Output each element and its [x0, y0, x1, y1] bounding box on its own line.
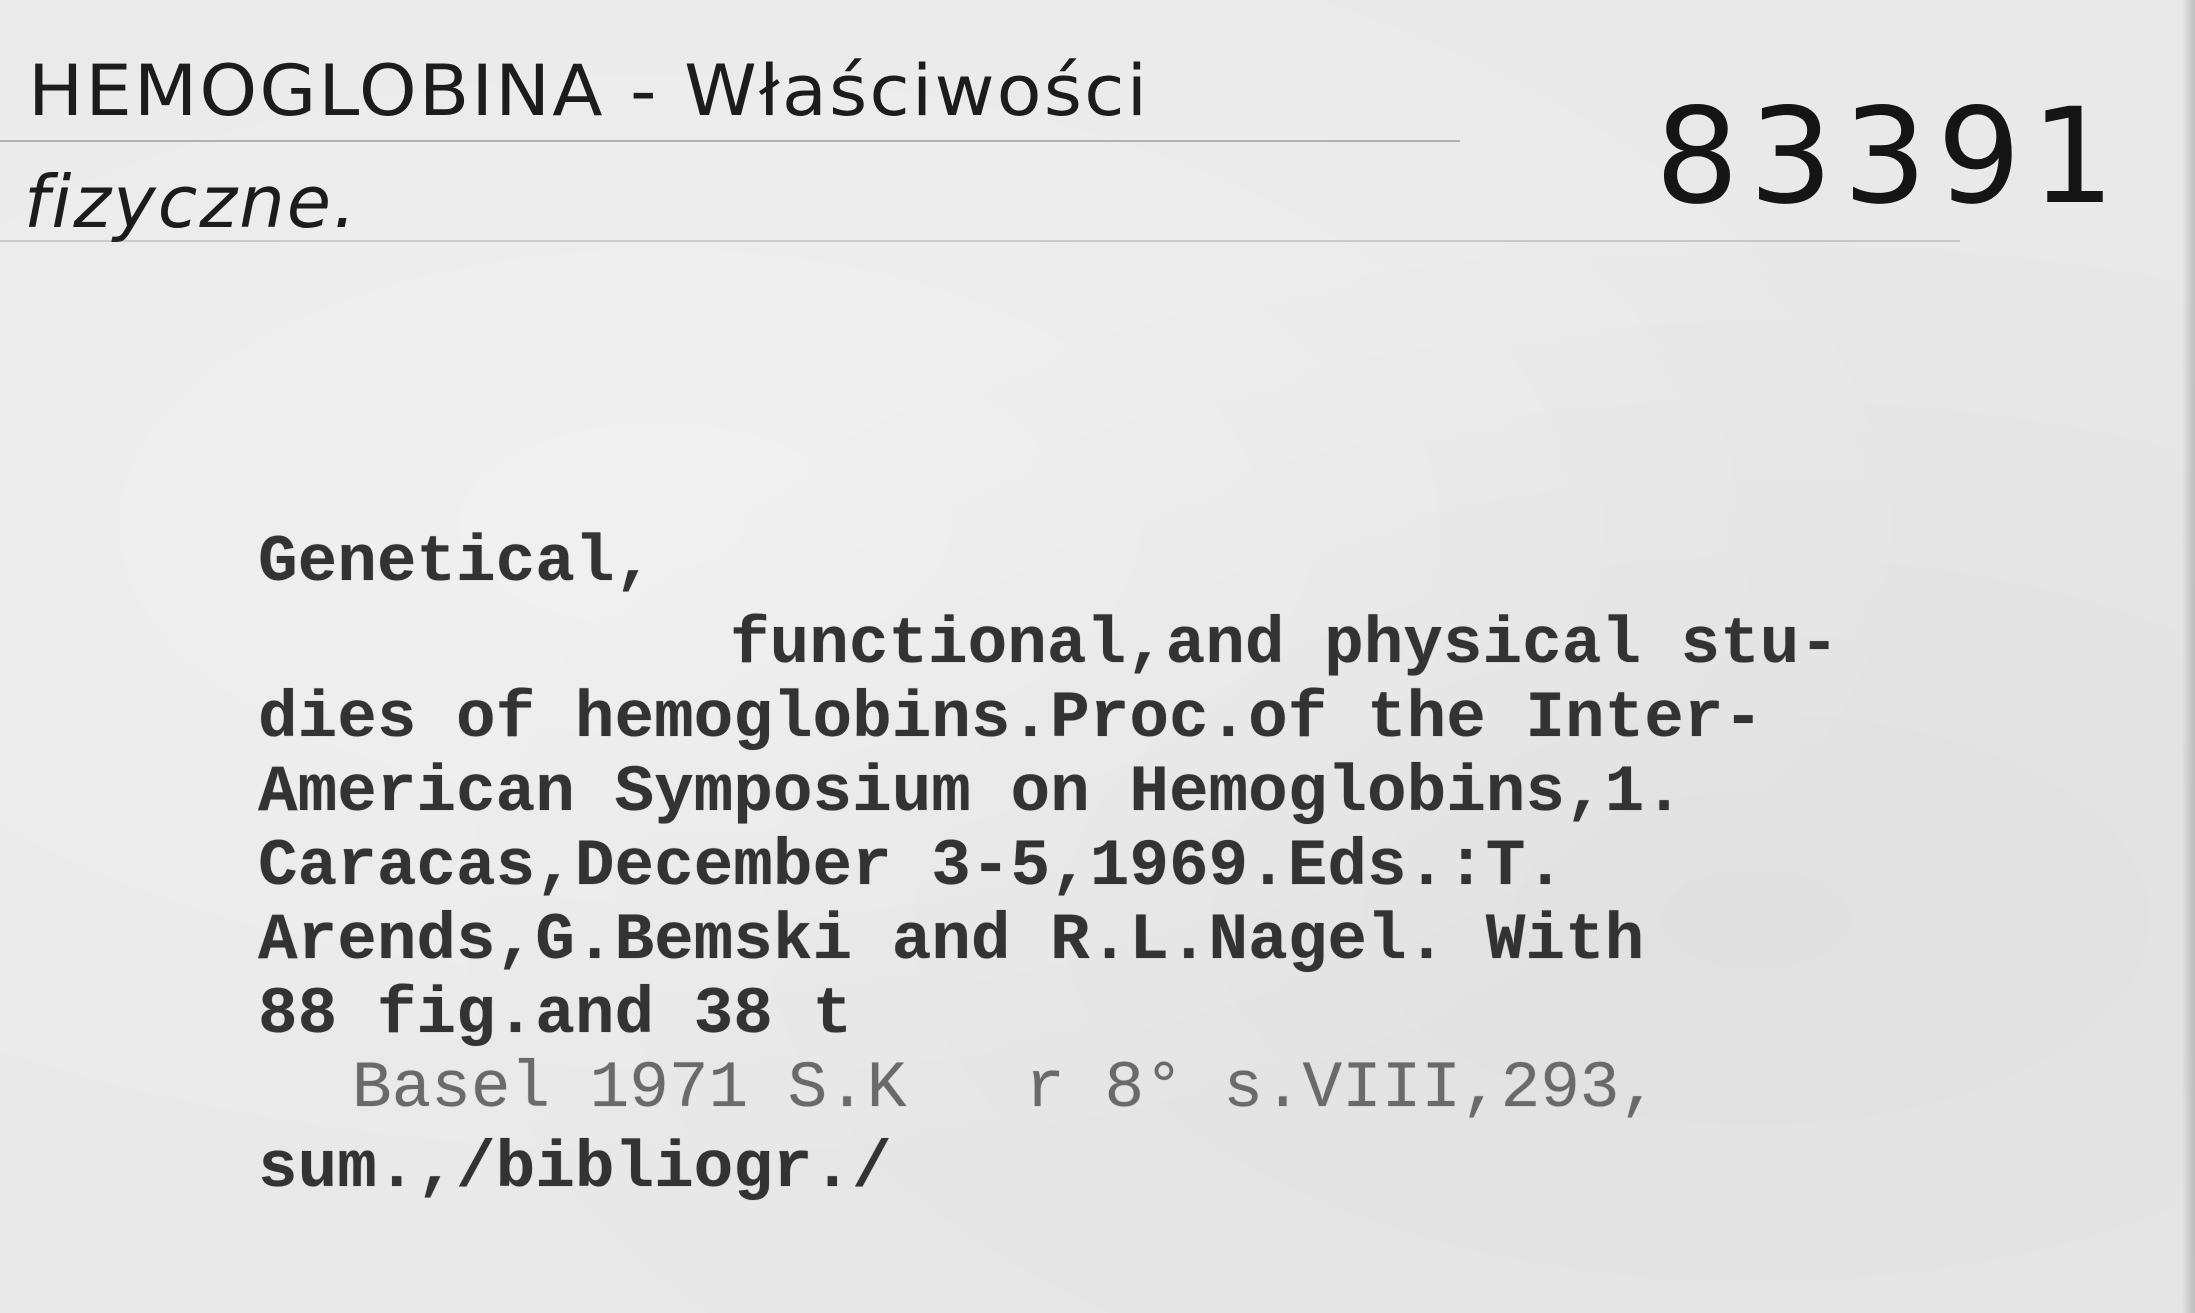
card-edge-shadow	[2181, 0, 2195, 1313]
typed-line-5: Caracas,December 3-5,1969.Eds.:T.	[258, 829, 1566, 904]
typed-line-6: Arends,G.Bemski and R.L.Nagel. With	[258, 903, 1645, 978]
faint-rule	[0, 240, 1960, 242]
typed-line-3: dies of hemoglobins.Proc.of the Inter-	[258, 681, 1764, 756]
subject-heading-line-1: HEMOGLOBINA - Właściwości	[28, 50, 1150, 132]
accession-number: 83391	[1655, 80, 2125, 234]
typed-line-4: American Symposium on Hemoglobins,1.	[258, 755, 1684, 830]
heading-rule	[0, 140, 1460, 142]
typed-line-2: functional,and physical stu-	[730, 607, 1839, 682]
typed-line-9: sum.,/bibliogr./	[258, 1131, 892, 1206]
typed-line-8: Basel 1971 S.K r 8° s.VIII,293,	[352, 1051, 1660, 1126]
typed-line-7: 88 fig.and 38 t	[258, 977, 853, 1052]
typed-line-1: Genetical,	[258, 525, 655, 600]
subject-heading-line-2: fizyczne.	[24, 160, 358, 244]
